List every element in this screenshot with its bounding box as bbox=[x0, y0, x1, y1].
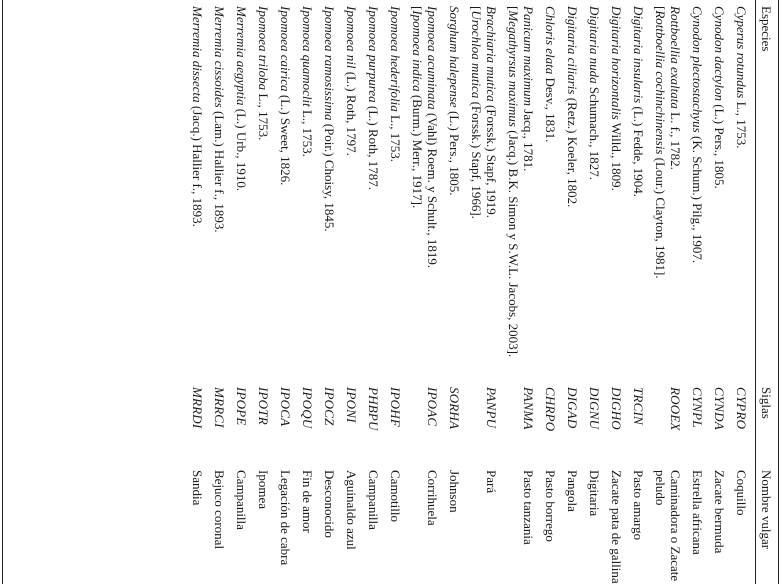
species-line bbox=[425, 6, 440, 378]
code-cell: IPOQU bbox=[300, 387, 315, 429]
table-row bbox=[381, 0, 403, 584]
species-name: Brachiaria mutica bbox=[484, 6, 499, 102]
species-author: (Jacq.) Hallier f., 1893. bbox=[190, 102, 205, 227]
common-name-cell: Camotillo bbox=[388, 470, 403, 522]
species-author: Willd., 1809. bbox=[609, 119, 624, 191]
code-cell: IPOHF bbox=[388, 387, 403, 427]
code-cell: TRCIN bbox=[631, 387, 646, 425]
species-cell bbox=[712, 6, 727, 378]
common-name-cell: Coquillo bbox=[734, 470, 749, 516]
species-name: Digitaria insularis bbox=[631, 6, 646, 104]
table-row bbox=[205, 0, 227, 584]
table-row bbox=[683, 0, 705, 584]
common-name-cell: Sandia bbox=[190, 470, 205, 506]
species-cell bbox=[366, 6, 381, 378]
code-cell: DIGNU bbox=[587, 387, 602, 430]
species-line bbox=[388, 6, 403, 378]
species-cell bbox=[734, 6, 749, 378]
species-cell bbox=[388, 6, 403, 378]
species-line bbox=[256, 6, 271, 378]
species-line bbox=[734, 6, 749, 378]
species-line bbox=[631, 6, 646, 378]
species-line bbox=[521, 6, 536, 378]
header-common-name: Nombre vulgar bbox=[759, 470, 774, 550]
species-cell bbox=[212, 6, 227, 378]
code-cell: CYNDA bbox=[712, 387, 727, 430]
species-line bbox=[212, 6, 227, 378]
table-row bbox=[462, 0, 499, 584]
table-row bbox=[359, 0, 381, 584]
code-cell: IPOAC bbox=[425, 387, 440, 427]
code-cell: PHBPU bbox=[366, 387, 381, 431]
common-name-cell: Pasto tanzania bbox=[521, 470, 536, 545]
table-row bbox=[624, 0, 646, 584]
synonym-line bbox=[410, 6, 425, 378]
code-cell: IPOTR bbox=[256, 387, 271, 425]
species-name: Ipomoea triloba bbox=[256, 6, 271, 91]
common-name-cell: Campanilla bbox=[366, 470, 381, 530]
synonym-line bbox=[653, 6, 668, 378]
common-name-cell: Johnson bbox=[447, 470, 462, 513]
common-name-cell: Aguinaldo azul bbox=[344, 470, 359, 550]
species-name: Ipomoea purpurea bbox=[366, 6, 381, 103]
code-cell: CYNPL bbox=[690, 387, 705, 428]
common-name-cell: Desconocido bbox=[322, 470, 337, 538]
species-cell bbox=[565, 6, 580, 378]
table-row bbox=[646, 0, 683, 584]
synonym-line bbox=[506, 6, 521, 378]
table-row bbox=[602, 0, 624, 584]
species-name: Digitaria nuda bbox=[587, 6, 602, 84]
common-name-cell: Ipomea bbox=[256, 470, 271, 509]
synonym-author: (Forssk.) Stapf, 1966]. bbox=[469, 98, 484, 219]
table-header bbox=[758, 0, 774, 584]
species-line bbox=[690, 6, 705, 378]
species-line bbox=[484, 6, 499, 378]
species-cell bbox=[631, 6, 646, 378]
species-cell bbox=[190, 6, 205, 378]
table-row bbox=[705, 0, 727, 584]
table-row bbox=[403, 0, 440, 584]
species-name: Cynodon dactylon bbox=[712, 6, 727, 101]
species-cell bbox=[609, 6, 624, 378]
species-name: Ipomoea hederifolia bbox=[388, 6, 403, 112]
synonym-name: Megathyrsus maximus bbox=[506, 10, 521, 127]
header-code: Siglas bbox=[759, 387, 774, 419]
species-cell bbox=[587, 6, 602, 378]
species-author: (Retz.) Koeler, 1802. bbox=[565, 94, 580, 208]
header-rule bbox=[755, 0, 756, 584]
species-author: L., 1753. bbox=[734, 98, 749, 149]
species-line bbox=[190, 6, 205, 378]
species-author: (Forssk.) Stapf, 1919. bbox=[484, 101, 499, 218]
species-author: (L.) Urb., 1910. bbox=[234, 105, 249, 192]
species-line bbox=[543, 6, 558, 378]
code-cell: IPOPE bbox=[234, 387, 249, 426]
code-cell: ROOEX bbox=[668, 387, 683, 431]
common-name-cell: Pasto borrego bbox=[543, 470, 558, 542]
table-row bbox=[271, 0, 293, 584]
species-author: L., 1753. bbox=[256, 90, 271, 141]
synonym-bracket: [ bbox=[653, 6, 668, 11]
synonym-name: Urochloa mutica bbox=[469, 10, 484, 99]
species-line bbox=[565, 6, 580, 378]
table-row bbox=[293, 0, 315, 584]
species-author: (Poir.) Choisy, 1845. bbox=[322, 120, 337, 232]
code-cell: PANMA bbox=[521, 387, 536, 430]
table-row bbox=[440, 0, 462, 584]
synonym-bracket: [ bbox=[469, 6, 484, 11]
table-row bbox=[227, 0, 249, 584]
synonym-author: (Lour.) Clayton, 1981]. bbox=[653, 154, 668, 279]
species-author: (L.) Fedde, 1904. bbox=[631, 103, 646, 198]
species-author: (L.) Pers., 1805. bbox=[712, 100, 727, 189]
common-name-cell: Corrihuela bbox=[425, 470, 440, 526]
code-cell: PANPU bbox=[484, 387, 499, 429]
common-name-cell: Campanilla bbox=[234, 470, 249, 530]
species-line bbox=[300, 6, 315, 378]
species-cell bbox=[300, 6, 315, 378]
species-cell bbox=[653, 6, 683, 378]
species-line bbox=[234, 6, 249, 378]
code-cell: IPOCA bbox=[278, 387, 293, 427]
common-name-cell: Bejuco coronal bbox=[212, 470, 227, 550]
common-name-cell: Digitaria bbox=[587, 470, 602, 517]
common-name-cell: Zacate pata de gallina bbox=[609, 470, 624, 584]
common-name-cell: Pará bbox=[484, 470, 499, 494]
common-name-cell: Estrella africana bbox=[690, 470, 705, 555]
species-author: Schumach., 1827. bbox=[587, 83, 602, 181]
species-name: Ipomoea acuminata bbox=[425, 6, 440, 110]
species-line bbox=[587, 6, 602, 378]
species-author: (K. Schum.) Pilg., 1907. bbox=[690, 132, 705, 264]
species-line bbox=[366, 6, 381, 378]
species-cell bbox=[256, 6, 271, 378]
species-cell bbox=[344, 6, 359, 378]
species-name: Sorghum halepense bbox=[447, 6, 462, 108]
common-name-cell: Zacate bermuda bbox=[712, 470, 727, 554]
species-line bbox=[668, 6, 683, 378]
code-cell: MRRDI bbox=[190, 387, 205, 429]
code-cell: CYPRO bbox=[734, 387, 749, 430]
table-bottom-rule bbox=[2, 0, 3, 584]
species-line bbox=[278, 6, 293, 378]
synonym-author: (Jacq.) B.K. Simon y S.W.L. Jacobs, 2003]. bbox=[506, 126, 521, 358]
code-cell: IPONI bbox=[344, 387, 359, 423]
species-name: Ipomoea cairica bbox=[278, 6, 293, 92]
synonym-bracket: [ bbox=[506, 6, 521, 11]
species-cell bbox=[543, 6, 558, 378]
species-name: Merremia cissoides bbox=[212, 6, 227, 108]
species-cell bbox=[447, 6, 462, 378]
species-name: Cyperus rotundus bbox=[734, 6, 749, 99]
synonym-line bbox=[469, 6, 484, 378]
species-name: Ipomoea ramosissima bbox=[322, 6, 337, 121]
species-cell bbox=[234, 6, 249, 378]
code-cell: DIGHO bbox=[609, 387, 624, 430]
common-name-cell: Pasto amargo bbox=[631, 470, 646, 541]
species-author: (Vahl) Roem. y Schult., 1819. bbox=[425, 109, 440, 269]
species-name: Merremia aegyptia bbox=[234, 6, 249, 106]
table-top-rule bbox=[778, 0, 779, 584]
table-row bbox=[249, 0, 271, 584]
code-cell: MRRCI bbox=[212, 387, 227, 428]
table-row bbox=[183, 0, 205, 584]
species-line bbox=[447, 6, 462, 378]
species-author: L., 1753. bbox=[388, 111, 403, 162]
species-name: Digitaria ciliaris bbox=[565, 6, 580, 95]
common-name-cell: Fin de amor bbox=[300, 470, 315, 533]
species-name: Ipomoea nil bbox=[344, 6, 359, 69]
species-line bbox=[712, 6, 727, 378]
synonym-name: Ipomoea indica bbox=[410, 10, 425, 92]
species-cell bbox=[278, 6, 293, 378]
header-species: Especies bbox=[759, 6, 774, 52]
species-author: Jacq., 1781. bbox=[521, 106, 536, 172]
synonym-name: Rottboellia cochinchinensis bbox=[653, 10, 668, 155]
species-name: Cynodon plectostachyus bbox=[690, 6, 705, 133]
species-author: (Lam.) Hallier f., 1893. bbox=[212, 107, 227, 233]
species-cell bbox=[322, 6, 337, 378]
species-line bbox=[344, 6, 359, 378]
species-name: Rottboellia exaltata bbox=[668, 6, 683, 109]
species-line bbox=[609, 6, 624, 378]
species-name: Panicum maximum bbox=[521, 6, 536, 107]
table-row bbox=[536, 0, 558, 584]
table-row bbox=[337, 0, 359, 584]
species-cell bbox=[469, 6, 499, 378]
species-author: L., 1753. bbox=[300, 106, 315, 157]
table-row bbox=[580, 0, 602, 584]
species-cell bbox=[690, 6, 705, 378]
common-name-cell: Pangola bbox=[565, 470, 580, 512]
code-cell: DIGAD bbox=[565, 387, 580, 429]
species-cell bbox=[410, 6, 440, 378]
species-author: (L.) Pers., 1805. bbox=[447, 107, 462, 196]
species-cell bbox=[506, 6, 536, 378]
species-author: L. f., 1782. bbox=[668, 108, 683, 170]
species-author: (L.) Roth, 1787. bbox=[366, 102, 381, 191]
code-cell: CHRPO bbox=[543, 387, 558, 432]
species-author: (L.) Roth, 1797. bbox=[344, 68, 359, 156]
species-name: Merremia dissecta bbox=[190, 6, 205, 103]
common-name-cell: Caminadora o Zacate peludo bbox=[653, 470, 683, 582]
species-line bbox=[322, 6, 337, 378]
table-row bbox=[499, 0, 536, 584]
species-name: Ipomoea quamoclit bbox=[300, 6, 315, 107]
species-author: (L.) Sweet, 1826. bbox=[278, 91, 293, 186]
table-body bbox=[183, 0, 749, 584]
table-row bbox=[727, 0, 749, 584]
common-name-cell: Legación de cabra bbox=[278, 470, 293, 566]
code-cell: SORHA bbox=[447, 387, 462, 430]
species-author: Desv., 1831. bbox=[543, 74, 558, 143]
species-name: Digitaria horizontalis bbox=[609, 6, 624, 120]
table-row bbox=[558, 0, 580, 584]
table-row bbox=[315, 0, 337, 584]
synonym-bracket: [ bbox=[410, 6, 425, 11]
synonym-author: (Burm.) Merr., 1917]. bbox=[410, 91, 425, 209]
code-cell: IPOCZ bbox=[322, 387, 337, 426]
species-name: Chloris elata bbox=[543, 6, 558, 75]
